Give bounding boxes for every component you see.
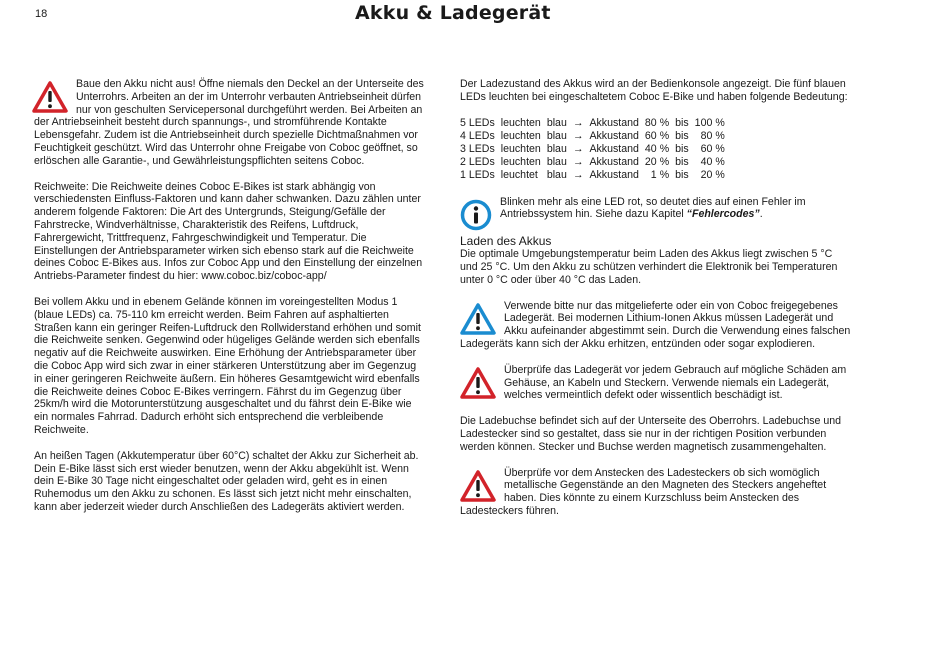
warning-block-check	[460, 364, 852, 402]
info-reference: “Fehlercodes”	[686, 208, 760, 221]
led-cell-state: leuchten	[500, 156, 541, 169]
led-cell-state: leuchten	[500, 129, 541, 142]
led-cell-state: leuchtet	[500, 169, 538, 182]
led-cell-bis: bis	[675, 156, 689, 169]
full-battery-paragraph: Bei vollem Akku und in ebenem Gelände können im voreingestellten Modus 1 (blaue LEDs) ca. 75-110 km erreicht werden. Beim Fahren auf asphaltierten Straßen kann ein geringer Reifen-Luftdruck den Rollwiderstand erhöhen und somit die Reichweite senken. Gegenwind oder hügeliges Gelände werden sich ebenfalls negativ auf die Reichweite auswirken. Eine Erhöhung der Antriebsparameter über die Coboc App wird sich zwar in einer stärkeren Unterstützung aber im Gegenzug in einer geringeren Reichweite äußern. Ein höheres Gesamtgewicht wird ebenfalls die Reichweite deines Coboc E-Bikes verringern. Fährst du im Gegenzug über 25km/h wird die Motorunterstützung ausgeschaltet und du fährst dein E-Bike wie ein normales Fahrrad. Dadurch erhöht sich entsprechend die verbleibende Reichweite.	[34, 295, 421, 436]
range-paragraph: Reichweite: Die Reichweite deines Coboc E-Bikes ist stark abhängig von verschiedensten Einfluss-Faktoren und kann daher schwanken. Dazu zählen unter anderem folgende Faktoren: Die Art des Untergrunds, Steigung/Gefälle der Fahrstrecke, Windverhältnisse, Charakteristik des Reifens, Luftdruck, Fahrergewicht, Trittfrequenz, Fahrgeschwindigkeit und Temperatur. Die Einstellungen der Antriebsparameter wirken sich ebenso stark auf die Reichweite deines Coboc E-Bikes aus. Infos zur Coboc App und den Einstellung der einzelnen Antriebs-Parameter findest du hier: www.coboc.biz/coboc-app/	[34, 180, 423, 283]
led-cell-bis: bis	[675, 143, 689, 155]
warning-text-metal: Überprüfe vor dem Anstecken des Ladesteckers ob sich womöglich metallische Gegenstände an den Magneten des Steckers angeheftet haben. Dies könnte zu einem Kurzschluss beim Anstecken des Ladesteckers führen.	[460, 466, 827, 517]
led-cell-arrow: →	[572, 129, 584, 142]
led-cell-arrow: →	[572, 169, 584, 182]
warning-text-battery-removal: Baue den Akku nicht aus! Öffne niemals den Deckel an der Unterseite des Unterrohrs. Arbeiten an der im Unterrohr verbauten Antriebseinheit dürfen nur von geschulten Servicepersonal durchgeführt werden. Bei Arbeiten an der Antriebseinheit besteht durch spannungs-, und stromführende Kontakte Lebensgefahr. Zudem ist die Antriebseinheit durch spezielle Dichtmaßnahmen vor Feuchtigkeit geschützt. Wird das Unterrohr ohne Freigabe von Coboc geöffnet, so erlöschen alle Garantie-, und Gewährleistungspflichten seitens Coboc.	[34, 78, 424, 167]
led-cell-count: 5 LEDs	[460, 116, 495, 129]
led-cell-from: 60	[644, 129, 657, 142]
led-cell-label: Akkustand	[589, 143, 639, 155]
warning-triangle-red-icon	[460, 470, 496, 502]
led-cell-label: Akkustand	[589, 169, 639, 182]
led-cell-count: 2 LEDs	[460, 156, 495, 169]
charging-paragraph: Die optimale Umgebungstemperatur beim Laden des Akkus liegt zwischen 5 °C und 25 °C. Um den Akku zu schützen verhindert die Elektronik bei Temperaturen unter 0 °C oder über 40 °C das Laden.	[460, 248, 838, 286]
charge-state-paragraph: Der Ladezustand des Akkus wird an der Bedienkonsole angezeigt. Die fünf blauen LEDs leuchten bei eingeschaltetem Coboc E-Bike und haben folgende Bedeutung:	[460, 78, 848, 103]
led-cell-color: blau	[546, 129, 567, 142]
led-cell-bis: bis	[675, 116, 689, 129]
led-cell-pct2: %	[715, 143, 725, 155]
led-cell-color: blau	[546, 116, 567, 129]
led-cell-label: Akkustand	[589, 156, 639, 169]
led-cell-pct2: %	[715, 169, 725, 182]
led-row	[460, 156, 731, 169]
led-row	[460, 143, 731, 156]
warning-block-battery-removal	[34, 78, 426, 168]
led-cell-arrow: →	[572, 143, 584, 155]
led-cell-from: 1	[650, 169, 657, 182]
warning-triangle-red-icon	[460, 367, 496, 399]
led-cell-pct1: %	[659, 116, 670, 129]
led-cell-pct1: %	[659, 169, 670, 182]
right-column	[460, 78, 852, 531]
led-cell-pct2: %	[715, 116, 725, 129]
led-row	[460, 117, 731, 130]
led-cell-from: 80	[644, 116, 657, 129]
led-cell-from: 40	[644, 143, 657, 155]
led-cell-bis: bis	[675, 169, 689, 182]
socket-paragraph: Die Ladebuchse befindet sich auf der Unterseite des Oberrohrs. Ladebuchse und Ladestecker sind so gestaltet, dass sie nur in der richtigen Position verbunden werden können. Stecker und Buchse werden magnetisch zusammengehalten.	[460, 415, 842, 453]
page-title: Akku & Ladegerät	[355, 2, 551, 24]
led-cell-state: leuchten	[500, 143, 541, 155]
led-cell-pct2: %	[715, 156, 725, 169]
led-cell-color: blau	[546, 169, 567, 182]
led-cell-pct1: %	[659, 129, 670, 142]
led-cell-to: 60	[700, 143, 713, 155]
warning-block-charger	[460, 300, 852, 351]
led-cell-count: 3 LEDs	[460, 143, 495, 155]
page-number: 18	[35, 8, 48, 20]
led-cell-count: 4 LEDs	[460, 129, 495, 142]
info-text-error: Blinken mehr als eine LED rot, so deutet dies auf einen Fehler im Antriebssystem hin. Siehe dazu Kapitel “Fehlercodes”.	[500, 195, 806, 221]
warning-triangle-red-icon	[32, 81, 68, 113]
led-cell-to: 20	[700, 169, 713, 182]
led-cell-bis: bis	[675, 129, 689, 142]
led-row	[460, 169, 731, 182]
warning-triangle-blue-icon	[460, 303, 496, 335]
led-cell-pct2: %	[715, 129, 725, 142]
led-cell-from: 20	[644, 156, 657, 169]
led-cell-state: leuchten	[500, 116, 541, 129]
left-column	[34, 78, 426, 527]
led-cell-color: blau	[546, 143, 567, 155]
hot-days-paragraph: An heißen Tagen (Akkutemperatur über 60°C) schaltet der Akku zur Sicherheit ab. Dein E-Bike lässt sich erst wieder benutzen, wenn der Akku abgekühlt ist. Wenn dein E-Bike 30 Tage nicht eingeschaltet oder geladen wird, geht es in einen Ruhemodus um den Akku zu schonen. Es lässt sich jetzt nicht mehr einschalten, kann aber jederzeit wieder durch Anschließen des Ladegeräts aktiviert werden.	[34, 449, 419, 513]
charging-heading: Laden des Akkus	[460, 234, 552, 249]
info-block-error	[460, 196, 852, 222]
led-cell-to: 80	[700, 129, 713, 142]
warning-text-charger: Verwende bitte nur das mitgelieferte oder ein von Coboc freigegebenes Ladegerät. Bei modernen Lithium-Ionen Akkus müssen Ladegerät und Akku aufeinander abgestimmt sein. Durch die Verwendung eines falschen Ladegeräts kann sich der Akku erhitzen, entzünden oder sogar explodieren.	[460, 299, 851, 350]
led-cell-to: 40	[700, 156, 713, 169]
led-cell-arrow: →	[572, 116, 584, 129]
led-cell-label: Akkustand	[589, 116, 639, 129]
led-table	[460, 117, 731, 183]
led-cell-arrow: →	[572, 156, 584, 169]
led-cell-count: 1 LEDs	[460, 169, 495, 182]
warning-text-check: Überprüfe das Ladegerät vor jedem Gebrauch auf mögliche Schäden am Gehäuse, an Kabeln und Steckern. Verwende niemals ein Ladegerät, welches vermeintlich defekt oder wissentlich beschädigt ist.	[504, 363, 847, 402]
info-circle-icon	[460, 199, 492, 231]
led-cell-pct1: %	[659, 143, 670, 155]
led-cell-to: 100	[694, 116, 713, 129]
led-row	[460, 130, 731, 143]
warning-block-metal	[460, 467, 852, 518]
led-cell-color: blau	[546, 156, 567, 169]
led-cell-pct1: %	[659, 156, 670, 169]
led-cell-label: Akkustand	[589, 129, 639, 142]
